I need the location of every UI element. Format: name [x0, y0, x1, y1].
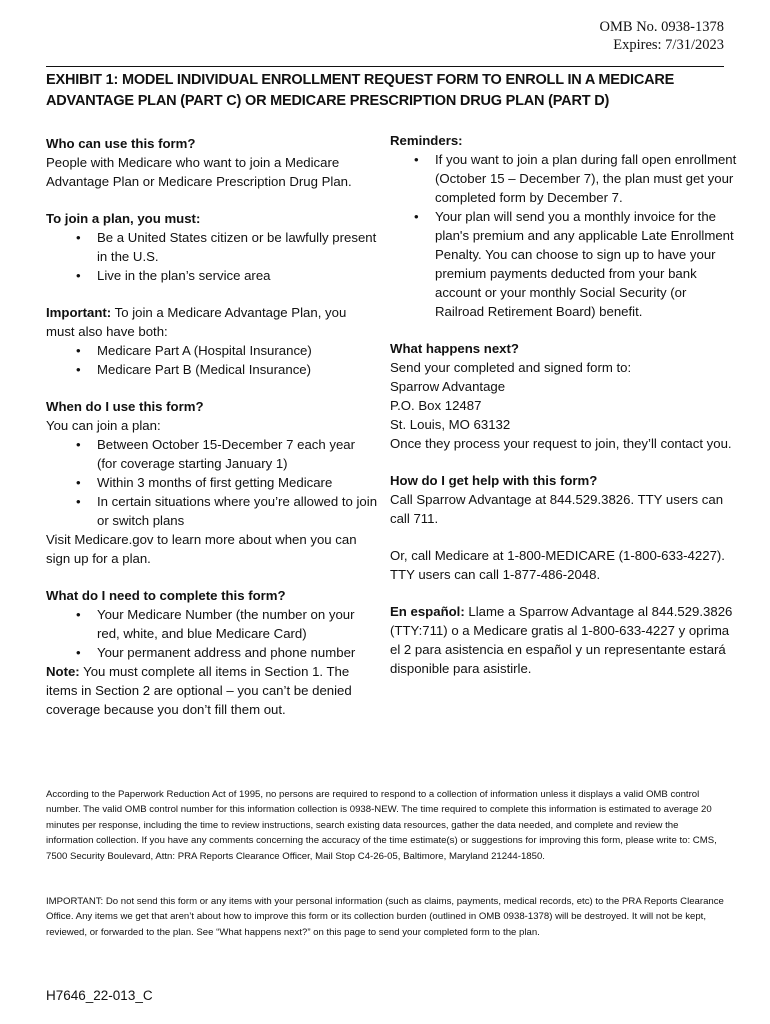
when-heading: When do I use this form?	[46, 399, 204, 414]
list-item: • Be a United States citizen or be lawfully present in the U.S.	[46, 228, 378, 266]
need-list	[46, 605, 378, 662]
join-list	[46, 228, 378, 285]
important-label: Important:	[46, 305, 112, 320]
note-text: You must complete all items in Section 1. The items in Section 2 are optional – you can’t be denied coverage because you don’t fill them out.	[46, 664, 352, 717]
reminders-list	[390, 150, 738, 321]
help-heading: How do I get help with this form?	[390, 473, 598, 488]
medicare-contact: Or, call Medicare at 1-800-MEDICARE (1-800-633-4227). TTY users can call 1-877-486-2048.	[390, 548, 725, 582]
next-intro: Send your completed and signed form to:	[390, 360, 632, 375]
espanol-paragraph	[390, 602, 738, 678]
list-item: • Within 3 months of first getting Medicare	[46, 473, 378, 492]
list-item: • Medicare Part B (Medical Insurance)	[46, 360, 378, 379]
mail-address-line-3: St. Louis, MO 63132	[390, 417, 511, 432]
espanol-text: Llame a Sparrow Advantage al 844.529.3826 (TTY:711) o a Medicare gratis al 1-800-633-4227 y oprima el 2 para asistencia en español y un representante estará disponible para asistirle.	[390, 604, 733, 676]
espanol-label: En español:	[390, 604, 465, 619]
list-item: • Your Medicare Number (the number on your red, white, and blue Medicare Card)	[46, 605, 378, 643]
left-column	[46, 134, 378, 719]
join-heading: To join a plan, you must:	[46, 211, 201, 226]
who-body: People with Medicare who want to join a Medicare Advantage Plan or Medicare Prescription Drug Plan.	[46, 155, 352, 189]
list-item: • If you want to join a plan during fall open enrollment (October 15 – December 7), the plan must get your completed form by December 7.	[390, 150, 738, 207]
important-text: To join a Medicare Advantage Plan, you must also have both:	[46, 305, 347, 339]
title-line-2: ADVANTAGE PLAN (PART C) OR MEDICARE PRESCRIPTION DRUG PLAN (PART D)	[46, 93, 610, 109]
exhibit-title	[46, 66, 724, 112]
important-list	[46, 341, 378, 379]
when-intro: You can join a plan:	[46, 418, 161, 433]
when-outro: Visit Medicare.gov to learn more about when you can sign up for a plan.	[46, 532, 357, 566]
important-notice: IMPORTANT: Do not send this form or any items with your personal information (such as claims, payments, medical records, etc) to the PRA Reports Clearance Office. Any items we get that aren’t about how to improve this form or its collection burden (outlined in OMB 0938-1378) will be destroyed. It will not be kept, reviewed, or forwarded to the plan. See “What happens next?” on this page to send your completed form to the plan.	[46, 895, 724, 938]
list-item: • Your plan will send you a monthly invoice for the plan's premium and any applicable Late Enrollment Penalty. You can choose to sign up to have your premium payments deducted from your bank account or your monthly Social Security (or Railroad Retirement Board) benefit.	[390, 207, 738, 321]
list-item: • Your permanent address and phone number	[46, 643, 378, 662]
next-heading: What happens next?	[390, 341, 519, 356]
note-label: Note:	[46, 664, 80, 679]
who-heading: Who can use this form?	[46, 136, 196, 151]
note-paragraph	[46, 662, 378, 719]
list-item: • In certain situations where you’re allowed to join or switch plans	[46, 492, 378, 530]
reminders-heading: Reminders:	[390, 133, 463, 148]
omb-number: OMB No. 0938-1378	[599, 19, 724, 35]
omb-expiration: Expires: 7/31/2023	[613, 37, 724, 53]
need-heading: What do I need to complete this form?	[46, 588, 286, 603]
omb-block	[600, 18, 724, 54]
right-column	[390, 131, 738, 678]
title-line-1: EXHIBIT 1: MODEL INDIVIDUAL ENROLLMENT REQUEST FORM TO ENROLL IN A MEDICARE	[46, 72, 675, 88]
list-item: • Live in the plan’s service area	[46, 266, 378, 285]
important-paragraph	[46, 303, 378, 341]
list-item: • Medicare Part A (Hospital Insurance)	[46, 341, 378, 360]
mail-address-line-1: Sparrow Advantage	[390, 379, 506, 394]
mail-address-line-2: P.O. Box 12487	[390, 398, 482, 413]
help-body: Call Sparrow Advantage at 844.529.3826. TTY users can call 711.	[390, 492, 724, 526]
list-item: • Between October 15-December 7 each year (for coverage starting January 1)	[46, 435, 378, 473]
paperwork-reduction-notice: According to the Paperwork Reduction Act of 1995, no persons are required to respond to a collection of information unless it displays a valid OMB control number. The valid OMB control number for this information collection is 0938-NEW. The time required to complete this information is estimated to average 20 minutes per response, including the time to review instructions, search existing data resources, gather the data needed, and complete and review the information collection. If you have any comments concerning the accuracy of the time estimate(s) or suggestions for improving this form, please write to: CMS, 7500 Security Boulevard, Attn: PRA Reports Clearance Officer, Mail Stop C4-26-05, Baltimore, Maryland 21244-1850.	[46, 788, 717, 862]
next-outro: Once they process your request to join, they’ll contact you.	[390, 436, 732, 451]
when-list	[46, 435, 378, 530]
form-code: H7646_22-013_C	[46, 988, 153, 1003]
